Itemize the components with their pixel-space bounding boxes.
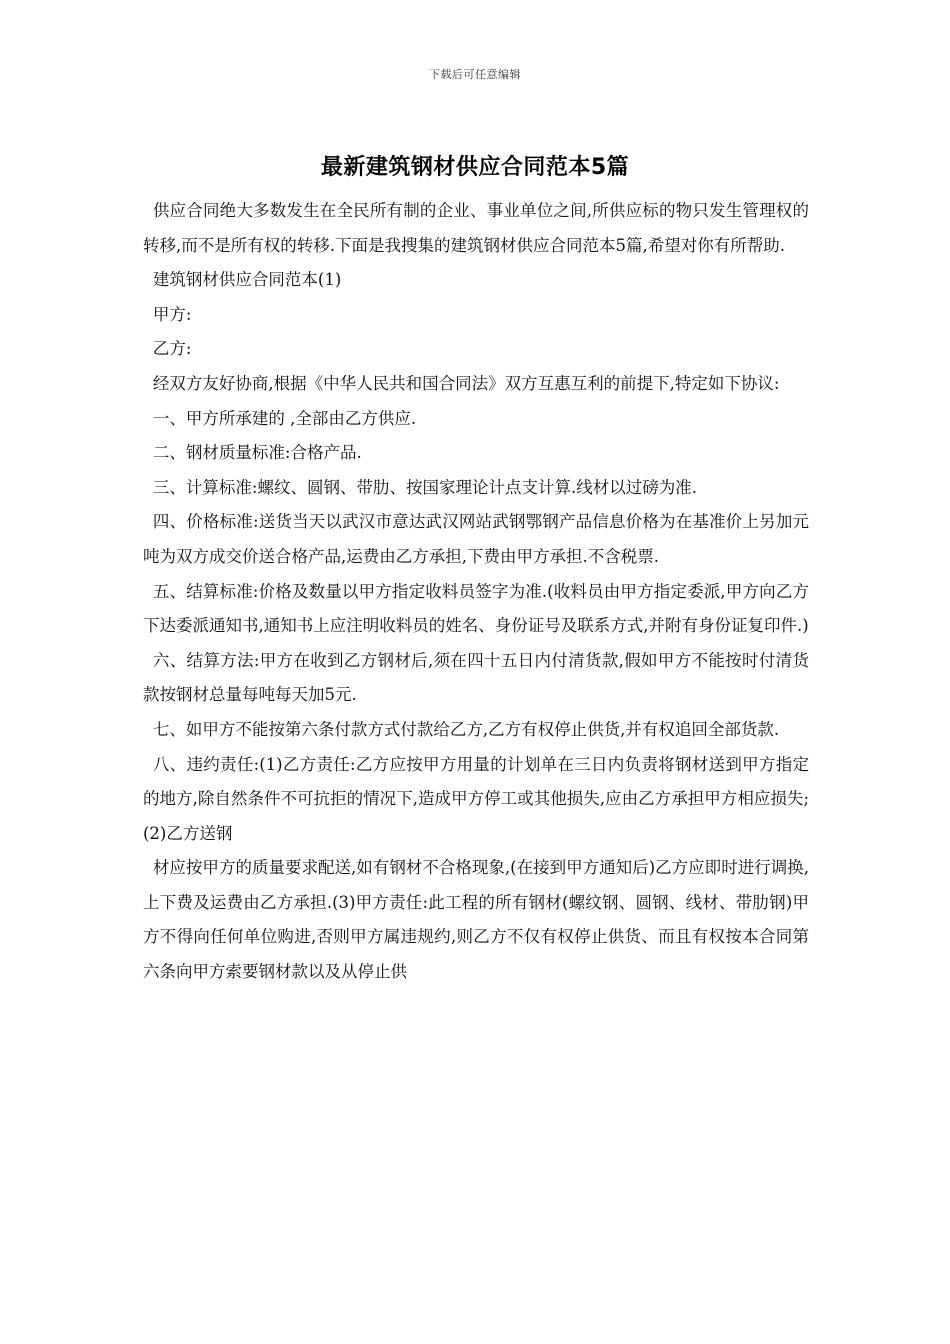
header-note: 下载后可任意编辑 <box>429 68 521 81</box>
paragraph-clause-4: 四、价格标准:送货当天以武汉市意达武汉网站武钢鄂钢产品信息价格为在基准价上另加元吨为双方成交价送合格产品,运费由乙方承担,下费由甲方承担.不含税票. <box>143 512 809 566</box>
paragraph-clause-1: 一、甲方所承建的 ,全部由乙方供应. <box>152 408 417 428</box>
paragraph-intro: 供应合同绝大多数发生在全民所有制的企业、事业单位之间,所供应标的物只发生管理权的转移,而不是所有权的转移.下面是我搜集的建筑钢材供应合同范本5篇,希望对你有所帮助. <box>143 201 809 255</box>
paragraph-party-a: 甲方: <box>152 304 192 324</box>
paragraph-clause-8: 八、违约责任:(1)乙方责任:乙方应按甲方用量的计划单在三日内负责将钢材送到甲方指定的地方,除自然条件不可抗拒的情况下,造成甲方停工或其他损失,应由乙方承担甲方相应损失;(2)乙方送钢 <box>143 754 809 843</box>
document-title: 最新建筑钢材供应合同范本5篇 <box>320 155 630 180</box>
paragraph-clause-6: 六、结算方法:甲方在收到乙方钢材后,须在四十五日内付清货款,假如甲方不能按时付清货款按钢材总量每吨每天加5元. <box>143 650 809 705</box>
paragraph-clause-7: 七、如甲方不能按第六条付款方式付款给乙方,乙方有权停止供货,并有权追回全部货款. <box>152 719 780 739</box>
paragraph-clause-5: 五、结算标准:价格及数量以甲方指定收料员签字为准.(收料员由甲方指定委派,甲方向乙方下达委派通知书,通知书上应注明收料员的姓名、身份证号及联系方式,并附有身份证复印件.) <box>143 581 809 636</box>
document-body <box>143 194 809 990</box>
paragraph-preamble: 经双方友好协商,根据《中华人民共和国合同法》双方互惠互利的前提下,特定如下协议: <box>152 373 780 393</box>
paragraph-contract-heading: 建筑钢材供应合同范本(1) <box>152 270 342 290</box>
paragraph-party-b: 乙方: <box>152 339 192 359</box>
paragraph-clause-3: 三、计算标准:螺纹、圆钢、带肋、按国家理论计点支计算.线材以过磅为准. <box>152 477 697 497</box>
paragraph-clause-2: 二、钢材质量标准:合格产品. <box>152 443 362 463</box>
paragraph-clause-8-continued: 材应按甲方的质量要求配送,如有钢材不合格现象,(在接到甲方通知后)乙方应即时进行调换,上下费及运费由乙方承担.(3)甲方责任:此工程的所有钢材(螺纹钢、圆钢、线材、带肋钢)甲方不得向任何单位购进,否则甲方属违规约,则乙方不仅有权停止供货、而且有权按本合同第六条向甲方索要钢材款以及从停止供 <box>143 858 809 982</box>
